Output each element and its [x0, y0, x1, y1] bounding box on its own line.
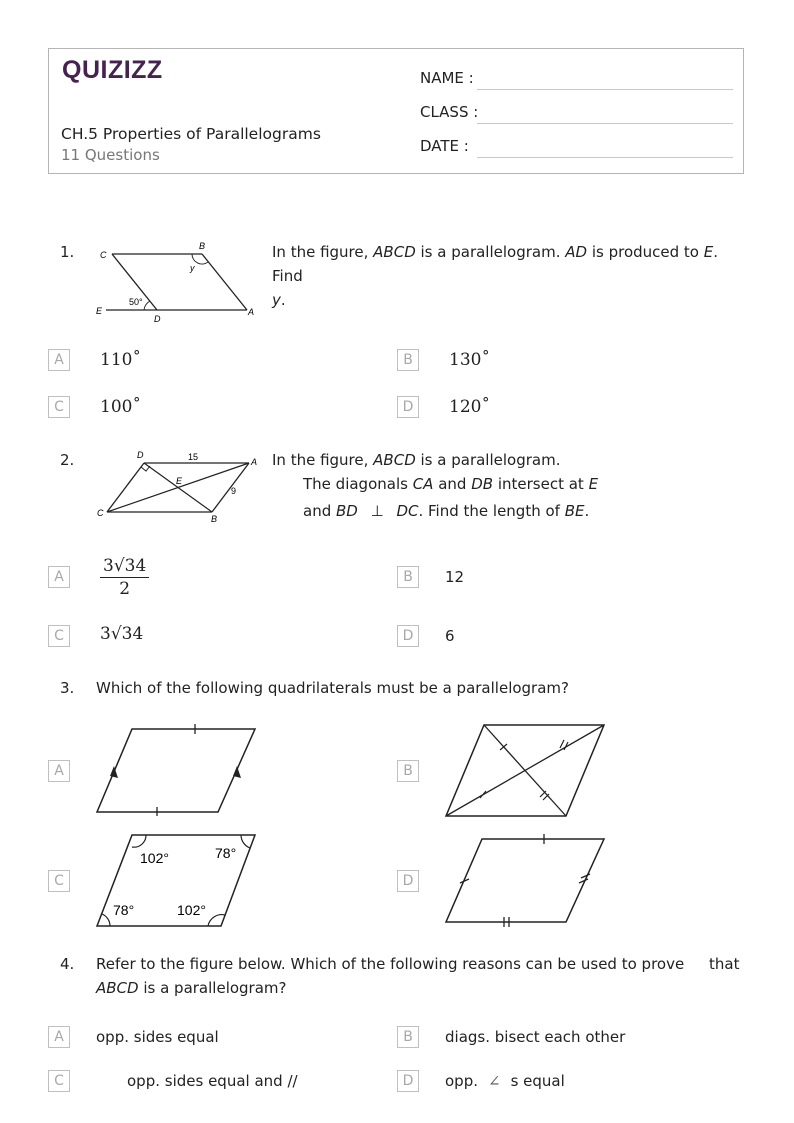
question-number: 1. [60, 243, 75, 261]
label-d: D [154, 314, 161, 324]
label-e: E [96, 306, 103, 316]
label-c: C [97, 508, 104, 518]
label-d: D [137, 450, 144, 460]
option-b-text[interactable]: 130˚ [449, 350, 490, 370]
option-a-shape[interactable] [94, 724, 260, 816]
question-text-word: that [709, 955, 740, 973]
option-b-box[interactable]: B [397, 1026, 419, 1048]
option-d-shape[interactable] [442, 832, 608, 930]
option-b-shape[interactable] [442, 720, 608, 820]
option-d-box[interactable]: D [397, 625, 419, 647]
question-count: 11 Questions [61, 146, 160, 164]
question-text-line1: Refer to the figure below. Which of the following reasons can be used to prove [96, 955, 685, 973]
label-a: A [251, 457, 258, 467]
option-d-box[interactable]: D [397, 870, 419, 892]
label-e: E [176, 476, 183, 486]
option-d-text[interactable]: 6 [445, 627, 455, 645]
question-text: In the figure, ABCD is a parallelogram. The diagonals CA and DB intersect at E and BD ⊥ DC. Find the length of BE. [272, 451, 599, 520]
angle-label: 78° [215, 845, 237, 861]
question-text: Which of the following quadrilaterals must be a parallelogram? [96, 679, 569, 697]
option-c-text[interactable]: 100˚ [100, 397, 141, 417]
q1-parallelogram-figure [92, 238, 262, 326]
label-b: B [211, 514, 218, 524]
angle-label: 102° [140, 850, 169, 866]
option-c-text[interactable]: 3√34 [100, 624, 144, 644]
option-b-text[interactable]: diags. bisect each other [445, 1028, 626, 1046]
date-label: DATE : [420, 137, 469, 155]
option-b-box[interactable]: B [397, 566, 419, 588]
label-c: C [100, 250, 107, 260]
question-text-line2: ABCD is a parallelogram? [96, 979, 287, 997]
worksheet-title: CH.5 Properties of Parallelograms [61, 125, 321, 143]
name-label: NAME : [420, 69, 474, 87]
label-length-15: 15 [188, 452, 199, 462]
option-a-text[interactable]: 110˚ [100, 350, 141, 370]
date-field[interactable] [477, 157, 733, 158]
option-d-box[interactable]: D [397, 396, 419, 418]
option-a-box[interactable]: A [48, 760, 70, 782]
option-d-box[interactable]: D [397, 1070, 419, 1092]
question-number: 2. [60, 451, 75, 469]
option-b-box[interactable]: B [397, 349, 419, 371]
label-y: y [190, 263, 195, 273]
q2-parallelogram-figure [92, 448, 262, 528]
option-a-fraction[interactable]: $\frac{3√34}{2}$ [100, 556, 149, 599]
angle-symbol: ∠ [488, 1072, 501, 1090]
option-d-text[interactable]: opp. ∠ s equal [445, 1072, 565, 1090]
question-number: 4. [60, 955, 75, 973]
option-b-box[interactable]: B [397, 760, 419, 782]
option-c-box[interactable]: C [48, 870, 70, 892]
angle-label: 102° [177, 902, 206, 918]
label-a: A [248, 307, 255, 317]
quizizz-logo: QUIZIZZ [62, 56, 163, 84]
option-a-box[interactable]: A [48, 566, 70, 588]
option-a-text[interactable]: opp. sides equal [96, 1028, 219, 1046]
question-number: 3. [60, 679, 75, 697]
option-c-box[interactable]: C [48, 1070, 70, 1092]
option-c-box[interactable]: C [48, 396, 70, 418]
option-a-box[interactable]: A [48, 1026, 70, 1048]
option-d-text[interactable]: 120˚ [449, 397, 490, 417]
angle-label: 78° [113, 902, 135, 918]
label-b: B [199, 241, 206, 251]
option-c-box[interactable]: C [48, 625, 70, 647]
option-a-box[interactable]: A [48, 349, 70, 371]
class-field[interactable] [477, 123, 733, 124]
option-c-text[interactable]: opp. sides equal and // [127, 1072, 298, 1090]
question-text: In the figure, ABCD is a parallelogram. AD is produced to E. Find y. [272, 243, 719, 309]
label-angle: 50° [129, 297, 143, 307]
option-b-text[interactable]: 12 [445, 568, 465, 586]
label-length-9: 9 [231, 486, 237, 496]
option-c-shape[interactable] [94, 832, 260, 930]
name-field[interactable] [477, 89, 733, 90]
class-label: CLASS : [420, 103, 479, 121]
